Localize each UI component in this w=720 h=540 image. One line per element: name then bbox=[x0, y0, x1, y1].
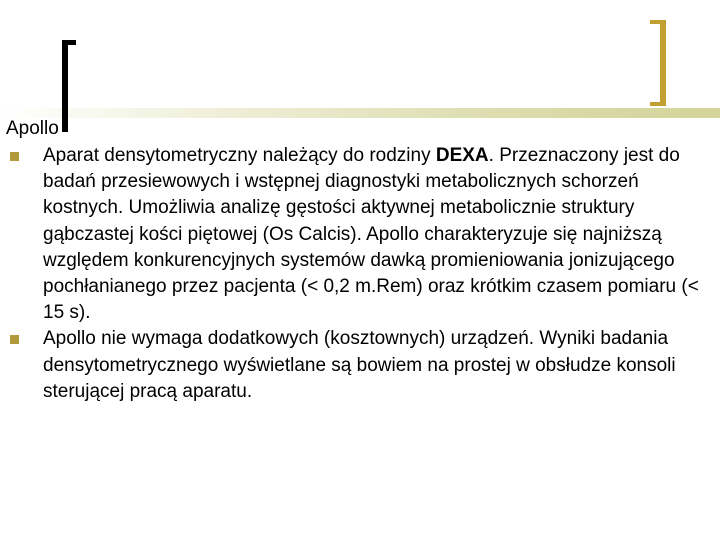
square-bullet-icon bbox=[10, 335, 19, 344]
bullet-1-text-before: Aparat densytometryczny należący do rodziny bbox=[43, 145, 436, 166]
bullet-text-2: Apollo nie wymaga dodatkowych (kosztownych) urządzeń. Wyniki badania densytometrycznego wyświetlane są bowiem na prostej w obsłudze konsoli sterującej pracą aparatu. bbox=[43, 328, 676, 402]
bullet-item-1 bbox=[10, 143, 716, 326]
bullet-text-1 bbox=[43, 143, 716, 326]
right-bracket-decoration bbox=[650, 20, 666, 106]
bullet-list bbox=[10, 143, 716, 405]
left-bracket-decoration bbox=[62, 40, 76, 132]
slide-title: Apollo bbox=[6, 118, 59, 139]
square-bullet-icon bbox=[10, 152, 19, 161]
bullet-item-2 bbox=[10, 326, 716, 405]
bullet-1-bold-text: DEXA bbox=[435, 145, 489, 166]
bullet-1-text-after: . Przeznaczony jest do badań przesiewowych i wstępnej diagnostyki metabolicznych schorzeń kostnych. Umożliwia analizę gęstości aktywnej metabolicznie struktury gąbczastej kości piętowej (Os Calcis). Apollo charakteryzuje się najniższą względem konkurencyjnych systemów dawką promieniowania jonizującego pochłanianego przez pacjenta (< 0,2 m.Rem) oraz krótkim czasem pomiaru (< 15 s). bbox=[43, 145, 699, 324]
decorative-gradient-line bbox=[0, 108, 720, 118]
